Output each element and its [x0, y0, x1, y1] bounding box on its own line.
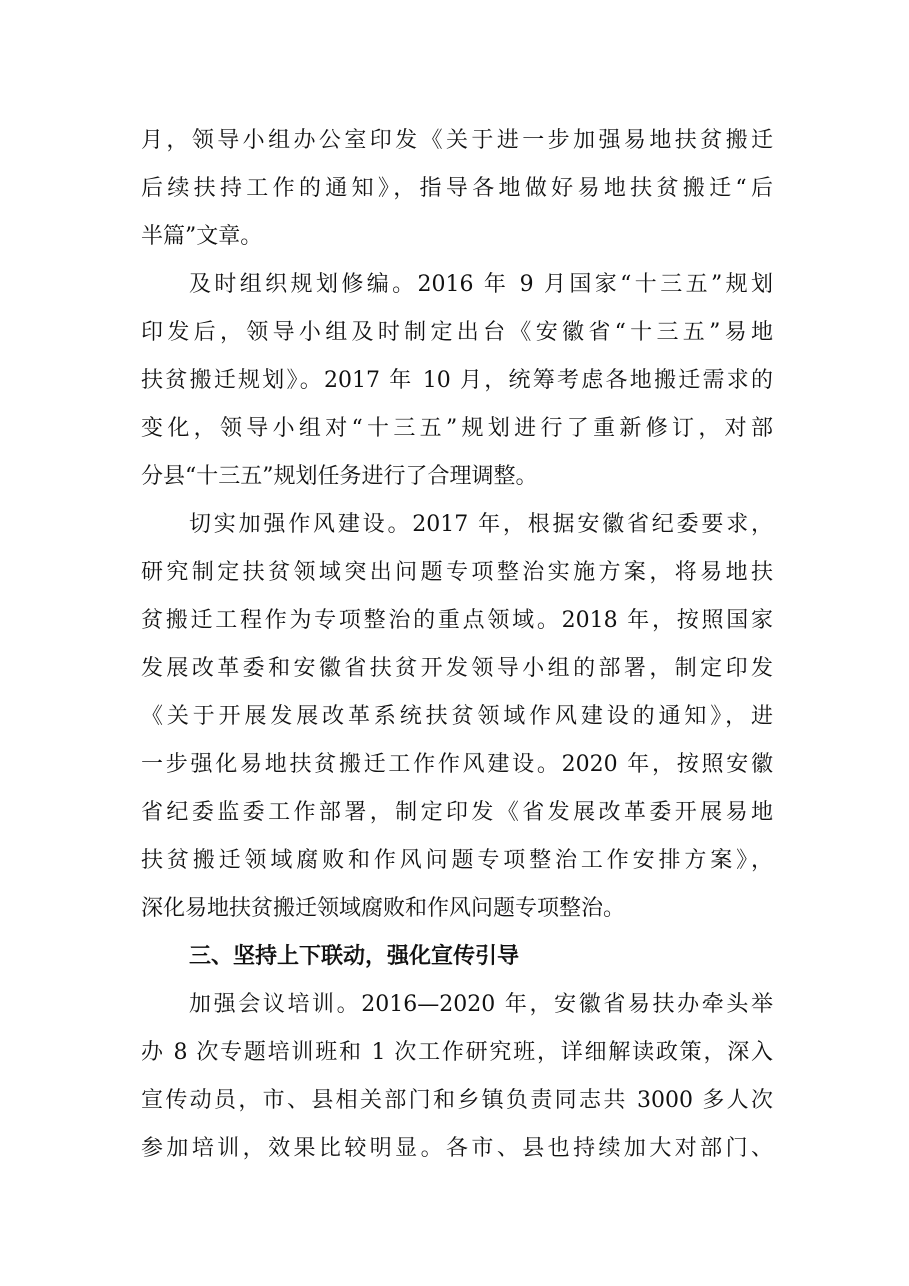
text-line: 后续扶持工作的通知》，指导各地做好易地扶贫搬迁“后 — [141, 176, 773, 201]
text-line: 宣传动员，市、县相关部门和乡镇负责同志共 3000 多人次 — [141, 1088, 773, 1113]
text-line: 贫搬迁工程作为专项整治的重点领域。2018 年，按照国家 — [141, 608, 773, 633]
text-line: 参加培训，效果比较明显。各市、县也持续加大对部门、 — [141, 1136, 773, 1161]
text-line: 深化易地扶贫搬迁领域腐败和作风问题专项整治。 — [141, 896, 626, 921]
text-line: 及时组织规划修编。2016 年 9 月国家“十三五”规划 — [189, 272, 773, 297]
text-line: 办 8 次专题培训班和 1 次工作研究班，详细解读政策，深入 — [141, 1040, 773, 1065]
text-line: 发展改革委和安徽省扶贫开发领导小组的部署，制定印发 — [141, 656, 773, 681]
text-line: 《关于开展发展改革系统扶贫领域作风建设的通知》，进 — [141, 704, 773, 729]
text-line: 分县“十三五”规划任务进行了合理调整。 — [141, 464, 538, 489]
section-heading: 三、坚持上下联动，强化宣传引导 — [189, 944, 520, 969]
text-line: 研究制定扶贫领域突出问题专项整治实施方案，将易地扶 — [141, 560, 773, 585]
text-line: 月，领导小组办公室印发《关于进一步加强易地扶贫搬迁 — [141, 128, 773, 153]
text-line: 变化，领导小组对“十三五”规划进行了重新修订，对部 — [141, 416, 773, 441]
text-line: 加强会议培训。2016—2020 年，安徽省易扶办牵头举 — [189, 992, 773, 1017]
text-line: 切实加强作风建设。2017 年，根据安徽省纪委要求， — [189, 512, 773, 537]
text-line: 印发后，领导小组及时制定出台《安徽省“十三五”易地 — [141, 320, 773, 345]
text-line: 扶贫搬迁领域腐败和作风问题专项整治工作安排方案》， — [141, 848, 773, 873]
text-line: 扶贫搬迁规划》。2017 年 10 月，统筹考虑各地搬迁需求的 — [141, 368, 773, 393]
text-line: 半篇”文章。 — [141, 224, 263, 249]
text-line: 一步强化易地扶贫搬迁工作作风建设。2020 年，按照安徽 — [141, 752, 773, 777]
text-line: 省纪委监委工作部署，制定印发《省发展改革委开展易地 — [141, 800, 773, 825]
